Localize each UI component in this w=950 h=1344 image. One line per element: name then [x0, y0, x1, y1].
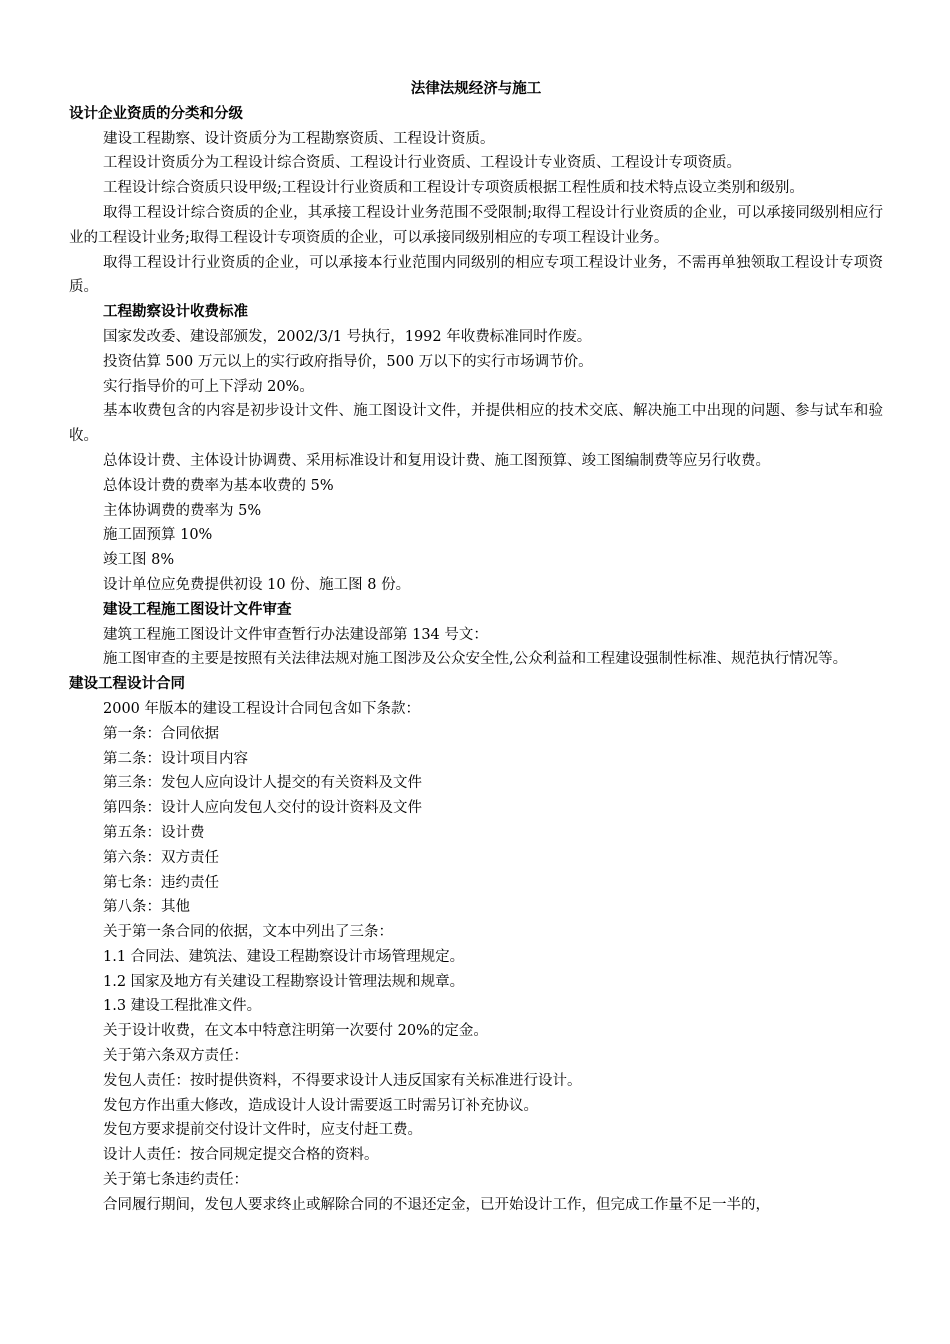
list-item: 第二条：设计项目内容 — [103, 750, 248, 767]
paragraph: 竣工图 8% — [103, 552, 175, 569]
paragraph: 施工图审查的主要是按照有关法律法规对施工图涉及公众安全性,公众利益和工程建设强制性标准、规范执行情况等。 — [103, 651, 848, 668]
list-item: 第四条：设计人应向发包人交付的设计资料及文件 — [103, 800, 422, 817]
section-heading-qualification: 设计企业资质的分类和分级 — [69, 104, 243, 122]
paragraph: 建筑工程施工图设计文件审查暂行办法建设部第 134 号文： — [103, 626, 488, 643]
list-item: 1.2 国家及地方有关建设工程勘察设计管理法规和规章。 — [103, 973, 465, 990]
paragraph: 取得工程设计综合资质的企业，其承接工程设计业务范围不受限制;取得工程设计行业资质的企业，可以承接同级别相应行业的工程设计业务;取得工程设计专项资质的企业，可以承接同级别相应的专项工程设计业务。 — [69, 204, 883, 246]
list-item: 发包方作出重大修改，造成设计人设计需要返工时需另订补充协议。 — [103, 1097, 538, 1114]
list-item: 第六条：双方责任 — [103, 849, 219, 866]
document-title: 法律法规经济与施工 — [410, 80, 542, 97]
list-item: 2000 年版本的建设工程设计合同包含如下条款： — [103, 700, 421, 717]
paragraph: 工程设计综合资质只设甲级;工程设计行业资质和工程设计专项资质根据工程性质和技术特点设立类别和级别。 — [103, 180, 804, 197]
paragraph: 取得工程设计行业资质的企业，可以承接本行业范围内同级别的相应专项工程设计业务，不需再单独领取工程设计专项资质。 — [69, 254, 883, 296]
list-item: 第七条：违约责任 — [103, 874, 219, 891]
paragraph: 主体协调费的费率为 5% — [103, 502, 262, 519]
list-item: 关于设计收费，在文本中特意注明第一次要付 20%的定金。 — [103, 1023, 488, 1040]
list-item: 1.3 建设工程批准文件。 — [103, 998, 262, 1015]
section-heading-drawing-review: 建设工程施工图设计文件审查 — [103, 600, 292, 618]
paragraph: 基本收费包含的内容是初步设计文件、施工图设计文件，并提供相应的技术交底、解决施工中出现的问题、参与试车和验收。 — [69, 403, 883, 445]
list-item: 第五条：设计费 — [103, 824, 205, 841]
list-item: 发包方要求提前交付设计文件时，应支付赶工费。 — [103, 1122, 422, 1139]
list-item: 设计人责任：按合同规定提交合格的资料。 — [103, 1147, 379, 1164]
paragraph: 设计单位应免费提供初设 10 份、施工图 8 份。 — [103, 576, 411, 593]
section-heading-fee-standard: 工程勘察设计收费标准 — [103, 303, 248, 321]
list-item: 第一条：合同依据 — [103, 725, 219, 742]
list-item: 关于第七条违约责任： — [103, 1172, 248, 1189]
paragraph: 总体设计费、主体设计协调费、采用标准设计和复用设计费、施工图预算、竣工图编制费等应另行收费。 — [103, 452, 770, 469]
list-item: 发包人责任：按时提供资料，不得要求设计人违反国家有关标准进行设计。 — [103, 1072, 582, 1089]
list-item: 第八条：其他 — [103, 899, 190, 916]
list-item: 第三条：发包人应向设计人提交的有关资料及文件 — [103, 775, 422, 792]
paragraph: 总体设计费的费率为基本收费的 5% — [103, 477, 334, 494]
list-item: 1.1 合同法、建筑法、建设工程勘察设计市场管理规定。 — [103, 948, 465, 965]
list-item: 关于第一条合同的依据，文本中列出了三条： — [103, 924, 393, 941]
list-item: 合同履行期间，发包人要求终止或解除合同的不退还定金，已开始设计工作，但完成工作量不足一半的， — [103, 1196, 770, 1213]
list-item: 关于第六条双方责任： — [103, 1048, 248, 1065]
paragraph: 国家发改委、建设部颁发，2002/3/1 号执行，1992 年收费标准同时作废。 — [103, 328, 592, 345]
paragraph: 工程设计资质分为工程设计综合资质、工程设计行业资质、工程设计专业资质、工程设计专项资质。 — [103, 155, 741, 172]
section-heading-design-contract: 建设工程设计合同 — [69, 675, 185, 693]
paragraph: 实行指导价的可上下浮动 20%。 — [103, 378, 314, 395]
document-body — [69, 77, 883, 1218]
paragraph: 投资估算 500 万元以上的实行政府指导价，500 万以下的实行市场调节价。 — [103, 353, 593, 370]
paragraph: 施工固预算 10% — [103, 527, 213, 544]
paragraph: 建设工程勘察、设计资质分为工程勘察资质、工程设计资质。 — [103, 130, 495, 147]
